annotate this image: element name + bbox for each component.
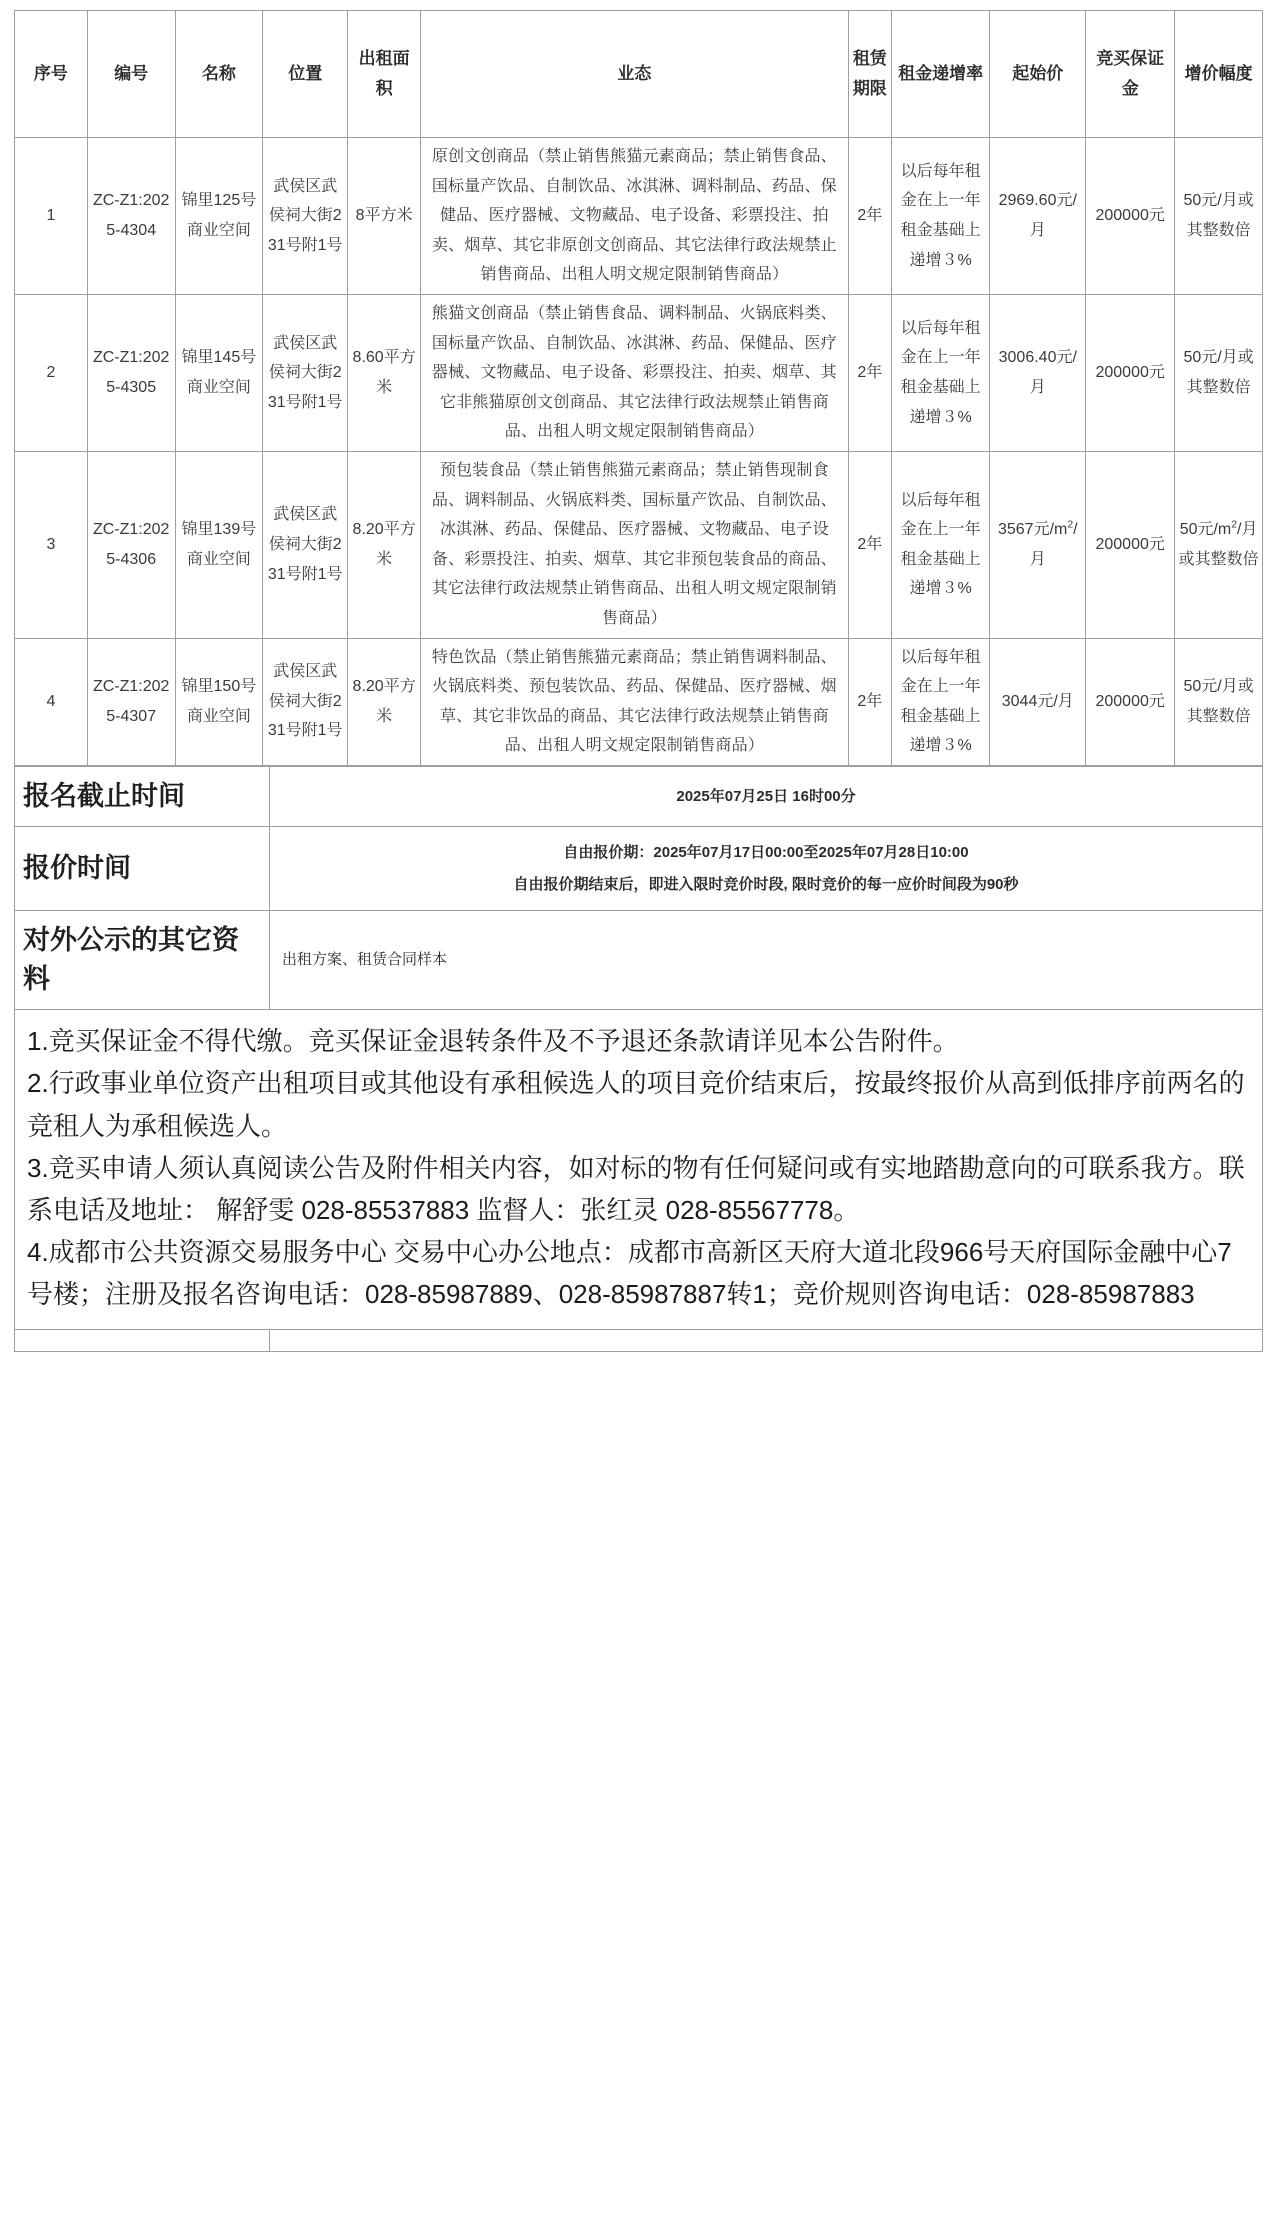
deadline-value: 2025年07月25日 16时00分 [270,766,1263,826]
cell-index: 4 [15,638,88,765]
cell-term: 2年 [848,638,891,765]
table-continuation-row [14,1330,1263,1352]
column-header-name: 名称 [175,11,263,138]
cell-name: 锦里150号商业空间 [175,638,263,765]
cell-name: 锦里145号商业空间 [175,294,263,451]
table-row [15,638,1263,765]
column-header-area: 出租面积 [348,11,421,138]
table-row [15,294,1263,451]
info-row-deadline [15,766,1263,826]
note-item: 3.竞买申请人须认真阅读公告及附件相关内容，如对标的物有任何疑问或有实地踏勘意向的可联系我方。联系电话及地址： 解舒雯 028-85537883 监督人：张红灵 028-85567778。 [27,1152,1245,1225]
column-header-deposit: 竞买保证金 [1086,11,1175,138]
cell-term: 2年 [848,294,891,451]
cell-deposit: 200000元 [1086,294,1175,451]
rental-listing-table [14,10,1263,766]
cell-business: 特色饮品（禁止销售熊猫元素商品；禁止销售调料制品、火锅底料类、预包装饮品、药品、保健品、医疗器械、烟草、其它非饮品的商品、其它法律行政法规禁止销售商品、出租人明文规定限制销售商品） [421,638,849,765]
cell-business: 预包装食品（禁止销售熊猫元素商品；禁止销售现制食品、调料制品、火锅底料类、国标量产饮品、自制饮品、冰淇淋、药品、保健品、医疗器械、文物藏品、电子设备、彩票投注、拍卖、烟草、其它非预包装食品的商品、其它法律行政法规禁止销售商品、出租人明文规定限制销售商品） [421,451,849,638]
cell-area: 8.20平方米 [348,451,421,638]
cell-location: 武侯区武侯祠大街231号附1号 [263,638,348,765]
cell-increment: 50元/月或其整数倍 [1175,638,1263,765]
cell-business: 原创文创商品（禁止销售熊猫元素商品；禁止销售食品、国标量产饮品、自制饮品、冰淇淋、调料制品、药品、保健品、医疗器械、文物藏品、电子设备、彩票投注、拍卖、烟草、其它非原创文创商品、其它法律行政法规禁止销售商品、出租人明文规定限制销售商品） [421,138,849,295]
cell-business: 熊猫文创商品（禁止销售食品、调料制品、火锅底料类、国标量产饮品、自制饮品、冰淇淋、药品、保健品、医疗器械、文物藏品、电子设备、彩票投注、拍卖、烟草、其它非熊猫原创文创商品、其它法律行政法规禁止销售商品、出租人明文规定限制销售商品） [421,294,849,451]
cell-index: 1 [15,138,88,295]
cell-code: ZC-Z1:2025-4304 [87,138,175,295]
cell-area: 8.60平方米 [348,294,421,451]
cell-index: 2 [15,294,88,451]
cell-index: 3 [15,451,88,638]
cell-start-price: 3044元/月 [990,638,1086,765]
cell-start-price: 3006.40元/月 [990,294,1086,451]
cell-rate: 以后每年租金在上一年租金基础上递增３% [891,138,989,295]
cell-location: 武侯区武侯祠大街231号附1号 [263,138,348,295]
cell-rate: 以后每年租金在上一年租金基础上递增３% [891,294,989,451]
column-header-business: 业态 [421,11,849,138]
note-item: 2.行政事业单位资产出租项目或其他设有承租候选人的项目竞价结束后，按最终报价从高到低排序前两名的竞租人为承租候选人。 [27,1068,1245,1141]
note-item: 4.成都市公共资源交易服务中心 交易中心办公地点：成都市高新区天府大道北段966号天府国际金融中心7号楼；注册及报名咨询电话：028-85987889、028-85987887转1；竞价规则咨询电话：028-85987883 [27,1236,1232,1309]
info-row-public-docs [15,911,1263,1010]
table-continuation-cell [15,1330,270,1351]
bid-time-line-2: 自由报价期结束后，即进入限时竞价时段, 限时竞价的每一应价时间段为90秒 [513,875,1019,893]
deadline-label: 报名截止时间 [15,766,270,826]
column-header-index: 序号 [15,11,88,138]
column-header-start-price: 起始价 [990,11,1086,138]
cell-increment: 50元/月或其整数倍 [1175,138,1263,295]
cell-rate: 以后每年租金在上一年租金基础上递增３% [891,451,989,638]
column-header-increment: 增价幅度 [1175,11,1263,138]
public-docs-label: 对外公示的其它资料 [15,911,270,1010]
column-header-location: 位置 [263,11,348,138]
auction-info-table [14,766,1263,1010]
table-row [15,451,1263,638]
bid-time-line-1: 自由报价期：2025年07月17日00:00至2025年07月28日10:00 [563,844,969,862]
column-header-term: 租赁期限 [848,11,891,138]
table-header-row [15,11,1263,138]
info-row-bid-time [15,827,1263,911]
column-header-rate: 租金递增率 [891,11,989,138]
bid-time-value [270,827,1263,911]
cell-location: 武侯区武侯祠大街231号附1号 [263,294,348,451]
cell-start-price: 2969.60元/月 [990,138,1086,295]
cell-deposit: 200000元 [1086,451,1175,638]
cell-code: ZC-Z1:2025-4305 [87,294,175,451]
table-row [15,138,1263,295]
cell-rate: 以后每年租金在上一年租金基础上递增３% [891,638,989,765]
cell-deposit: 200000元 [1086,138,1175,295]
cell-code: ZC-Z1:2025-4306 [87,451,175,638]
cell-area: 8平方米 [348,138,421,295]
public-docs-value: 出租方案、租赁合同样本 [270,911,1263,1010]
note-item: 1.竞买保证金不得代缴。竞买保证金退转条件及不予退还条款请详见本公告附件。 [27,1026,959,1057]
cell-name: 锦里125号商业空间 [175,138,263,295]
cell-term: 2年 [848,451,891,638]
column-header-code: 编号 [87,11,175,138]
cell-increment: 50元/月或其整数倍 [1175,294,1263,451]
cell-increment: 50元$/m^2/$月或其整数倍 [1175,451,1263,638]
cell-code: ZC-Z1:2025-4307 [87,638,175,765]
cell-start-price: 3567元$/m^2/$月 [990,451,1086,638]
cell-deposit: 200000元 [1086,638,1175,765]
cell-location: 武侯区武侯祠大街231号附1号 [263,451,348,638]
cell-name: 锦里139号商业空间 [175,451,263,638]
bid-time-label: 报价时间 [15,827,270,911]
notes-section [14,1010,1263,1330]
cell-term: 2年 [848,138,891,295]
cell-area: 8.20平方米 [348,638,421,765]
